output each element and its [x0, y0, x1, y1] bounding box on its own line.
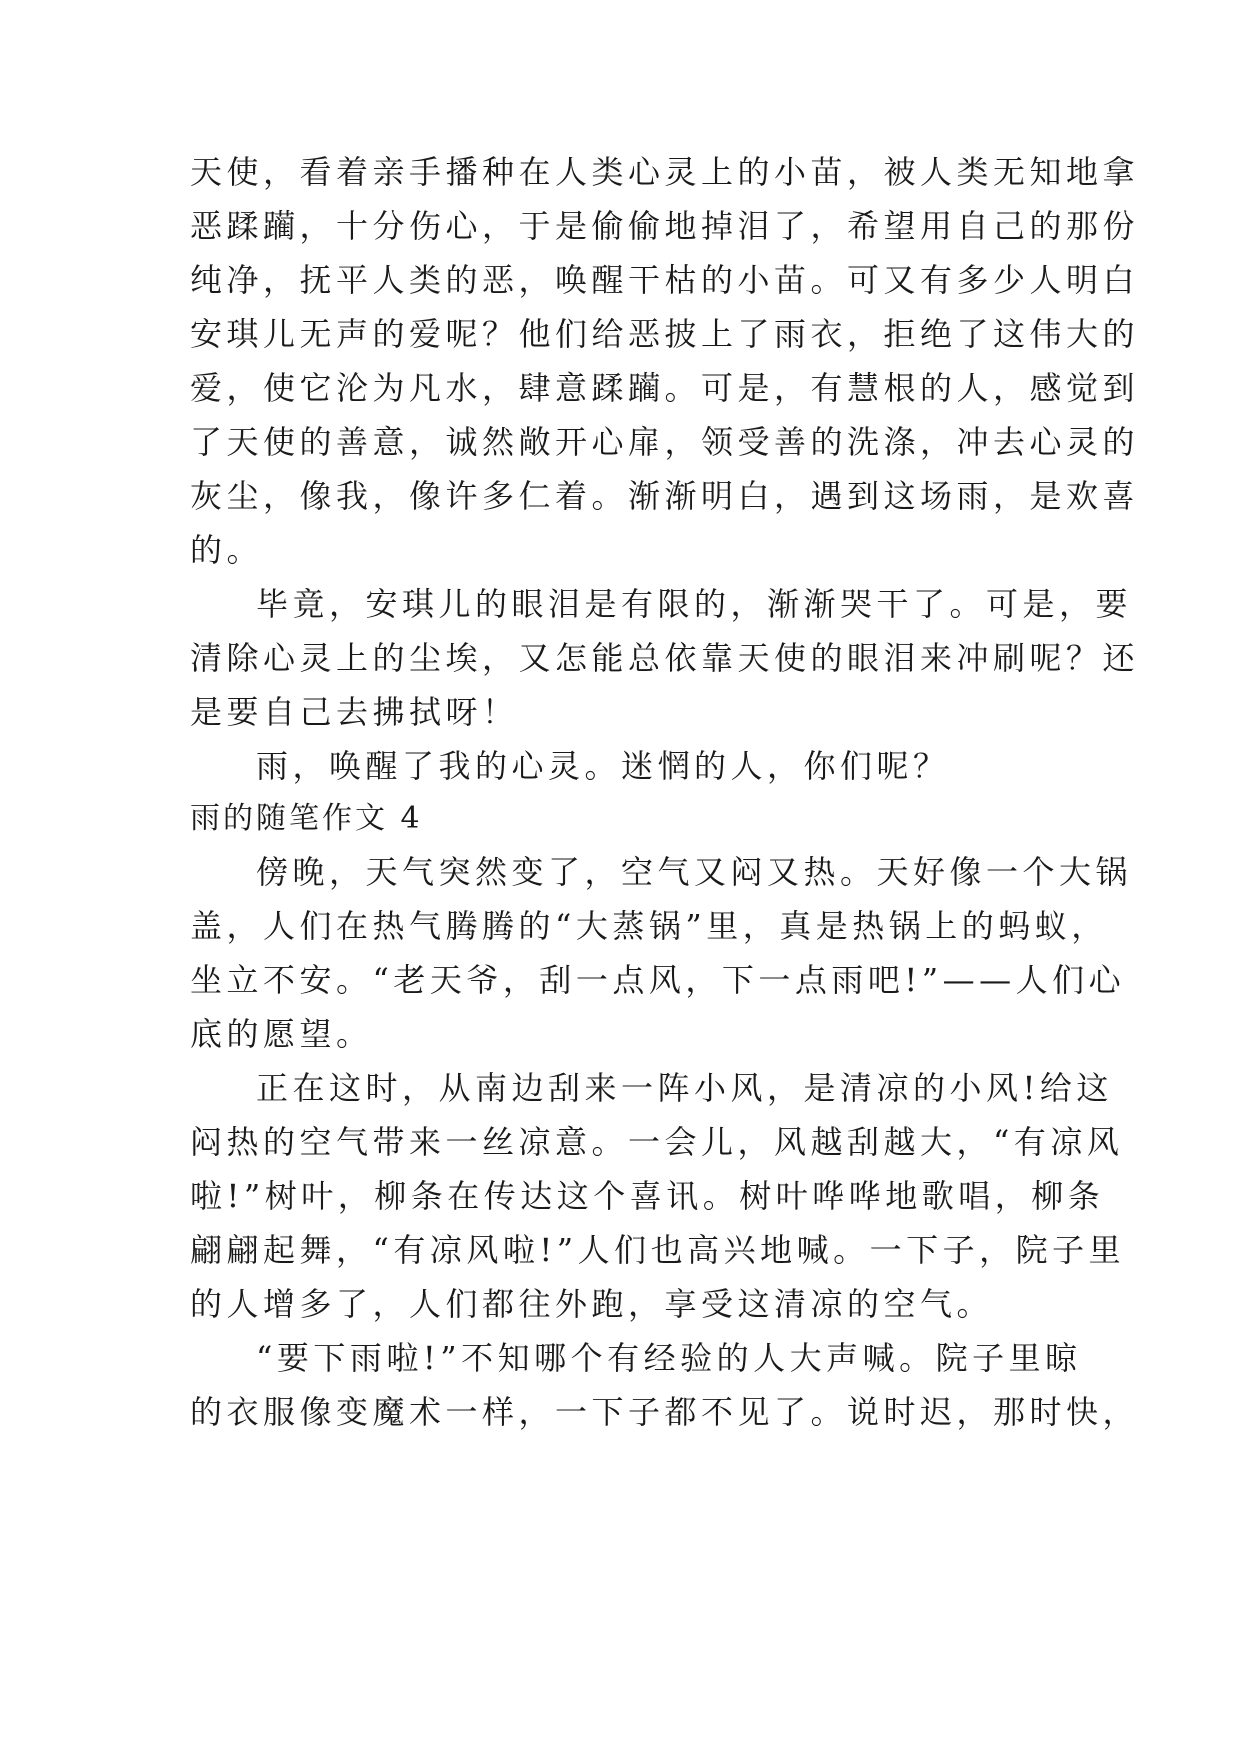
- text-line: 清除心灵上的尘埃，又怎能总依靠天使的眼泪来冲刷呢？还: [190, 639, 1140, 677]
- paragraph-first-line: 毕竟，安琪儿的眼泪是有限的，渐渐哭干了。可是，要: [256, 585, 1133, 623]
- text-line: 的。: [190, 531, 264, 569]
- text-line: 天使，看着亲手播种在人类心灵上的小苗，被人类无知地拿: [190, 153, 1140, 191]
- text-line: 翩翩起舞，“有凉风啦!”人们也高兴地喊。一下子，院子里: [190, 1231, 1126, 1269]
- section-heading: 雨的随笔作文 4: [190, 801, 423, 836]
- text-line: 恶蹂躏，十分伤心，于是偷偷地掉泪了，希望用自己的那份: [190, 207, 1140, 245]
- text-line: 的人增多了，人们都往外跑，享受这清凉的空气。: [190, 1285, 994, 1323]
- text-line: 了天使的善意，诚然敞开心扉，领受善的洗涤，冲去心灵的: [190, 423, 1140, 461]
- text-line: 是要自己去拂拭呀！: [190, 693, 519, 731]
- paragraph-first-line: 正在这时，从南边刮来一阵小风，是清凉的小风!给这: [256, 1069, 1113, 1107]
- text-line: 的衣服像变魔术一样，一下子都不见了。说时迟，那时快，: [190, 1393, 1140, 1431]
- text-line: 坐立不安。“老天爷，刮一点风，下一点雨吧!”——人们心: [190, 961, 1126, 999]
- text-line: 闷热的空气带来一丝凉意。一会儿，风越刮越大，“有凉风: [190, 1123, 1124, 1161]
- text-line: 安琪儿无声的爱呢？他们给恶披上了雨衣，拒绝了这伟大的: [190, 315, 1140, 353]
- paragraph-first-line: “要下雨啦!”不知哪个有经验的人大声喊。院子里晾: [256, 1339, 1082, 1377]
- text-line: 底的愿望。: [190, 1015, 373, 1053]
- paragraph-first-line: 傍晚，天气突然变了，空气又闷又热。天好像一个大锅: [256, 853, 1133, 891]
- text-line: 爱，使它沦为凡水，肆意蹂躏。可是，有慧根的人，感觉到: [190, 369, 1140, 407]
- text-line: 纯净，抚平人类的恶，唤醒干枯的小苗。可又有多少人明白: [190, 261, 1140, 299]
- text-line: 啦!”树叶，柳条在传达这个喜讯。树叶哗哗地歌唱，柳条: [190, 1177, 1105, 1215]
- paragraph-first-line: 雨，唤醒了我的心灵。迷惘的人，你们呢？: [256, 747, 950, 785]
- text-line: 盖，人们在热气腾腾的“大蒸锅”里，真是热锅上的蚂蚁，: [190, 907, 1108, 945]
- text-line: 灰尘，像我，像许多仁着。渐渐明白，遇到这场雨，是欢喜: [190, 477, 1140, 515]
